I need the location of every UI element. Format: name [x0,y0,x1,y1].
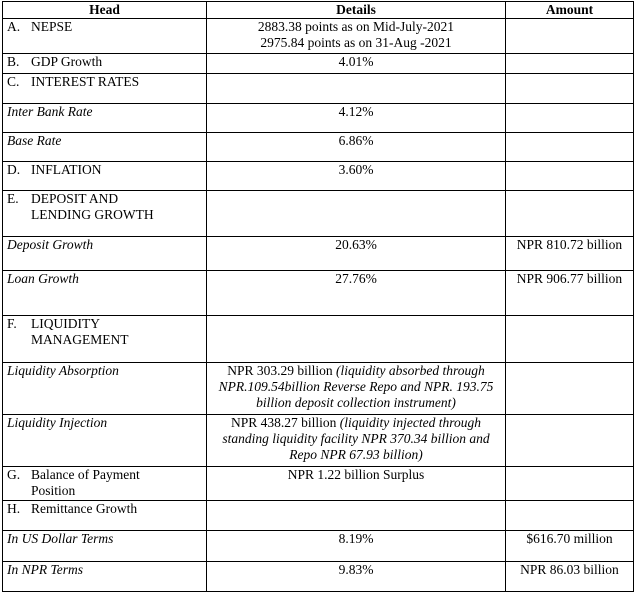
row-detail: 4.01% [207,54,506,74]
table-row-base-rate [3,133,634,162]
row-detail: 8.19% [207,531,506,562]
row-letter: H. [7,501,21,516]
row-label: Remittance Growth [31,501,138,516]
header-row [3,2,634,19]
row-letter: A. [7,19,21,34]
row-head [3,316,207,363]
nepse-detail-line-2: 2975.84 points as on 31-Aug -2021 [260,35,452,50]
nepse-detail-line-1: 2883.38 points as on Mid-July-2021 [257,19,455,34]
table-row-interbank [3,104,634,133]
row-head [3,162,207,191]
row-letter: F. [7,316,17,331]
row-amount [506,19,634,54]
row-head [3,54,207,74]
row-detail: 3.60% [207,162,506,191]
table-row-usd-terms [3,531,634,562]
table-row-remittance [3,501,634,531]
row-amount [506,415,634,467]
row-head [3,467,207,501]
row-letter: D. [7,162,21,177]
row-label: DEPOSIT AND LENDING GROWTH [31,191,154,222]
row-label: NEPSE [31,19,73,34]
table-row-liquidity [3,316,634,363]
liquidity-absorption-value: NPR 303.29 billion [227,363,333,378]
table-row-gdp [3,54,634,74]
row-letter: C. [7,74,20,89]
row-detail [207,191,506,237]
row-head [3,74,207,104]
row-label: GDP Growth [31,54,103,69]
row-amount: NPR 86.03 billion [506,562,634,592]
table-row-loan-growth [3,271,634,316]
row-head [3,191,207,237]
row-amount [506,501,634,531]
row-amount [506,467,634,501]
row-detail [207,316,506,363]
row-amount [506,316,634,363]
row-detail: 9.83% [207,562,506,592]
row-amount [506,162,634,191]
row-detail [207,415,506,467]
row-amount [506,54,634,74]
row-amount: NPR 810.72 billion [506,237,634,271]
amount-column-header: Amount [506,2,634,19]
row-amount [506,74,634,104]
row-detail [207,19,506,54]
table-row-npr-terms [3,562,634,592]
liquidity-absorption-note: (liquidity absorbed through NPR.109.54billion Reverse Repo and NPR. 193.75 billion deposit collection instrument) [218,363,494,410]
row-head: In US Dollar Terms [3,531,207,562]
row-detail [207,501,506,531]
row-detail: 4.12% [207,104,506,133]
table-row-deposit-lending [3,191,634,237]
head-column-header: Head [3,2,207,19]
row-amount [506,363,634,415]
row-detail: 6.86% [207,133,506,162]
row-head: Loan Growth [3,271,207,316]
row-letter: G. [7,467,21,482]
table-row-nepse [3,19,634,54]
liquidity-injection-value: NPR 438.27 billion [231,415,337,430]
row-label: INTEREST RATES [31,74,140,89]
row-amount [506,191,634,237]
economic-indicators-table [2,1,634,592]
row-head: Inter Bank Rate [3,104,207,133]
row-detail: 20.63% [207,237,506,271]
row-amount: NPR 906.77 billion [506,271,634,316]
row-label: LIQUIDITY MANAGEMENT [31,316,129,347]
row-letter: B. [7,54,20,69]
table-row-bop [3,467,634,501]
row-label: Balance of Payment Position [31,467,140,498]
liquidity-injection-note: (liquidity injected through standing liquidity facility NPR 370.34 billion and Repo NPR 67.93 billion) [222,415,490,462]
row-amount: $616.70 million [506,531,634,562]
row-detail [207,74,506,104]
row-head: In NPR Terms [3,562,207,592]
table-row-inflation [3,162,634,191]
table-row-liquidity-absorption [3,363,634,415]
row-amount [506,104,634,133]
row-amount [506,133,634,162]
row-detail [207,363,506,415]
row-head: Base Rate [3,133,207,162]
table-row-interest [3,74,634,104]
row-detail: NPR 1.22 billion Surplus [207,467,506,501]
table-row-deposit-growth [3,237,634,271]
row-label: INFLATION [31,162,102,177]
details-column-header: Details [207,2,506,19]
row-letter: E. [7,191,19,206]
row-detail: 27.76% [207,271,506,316]
row-head [3,501,207,531]
row-head: Liquidity Injection [3,415,207,467]
row-head: Deposit Growth [3,237,207,271]
table-row-liquidity-injection [3,415,634,467]
row-head [3,19,207,54]
row-head: Liquidity Absorption [3,363,207,415]
